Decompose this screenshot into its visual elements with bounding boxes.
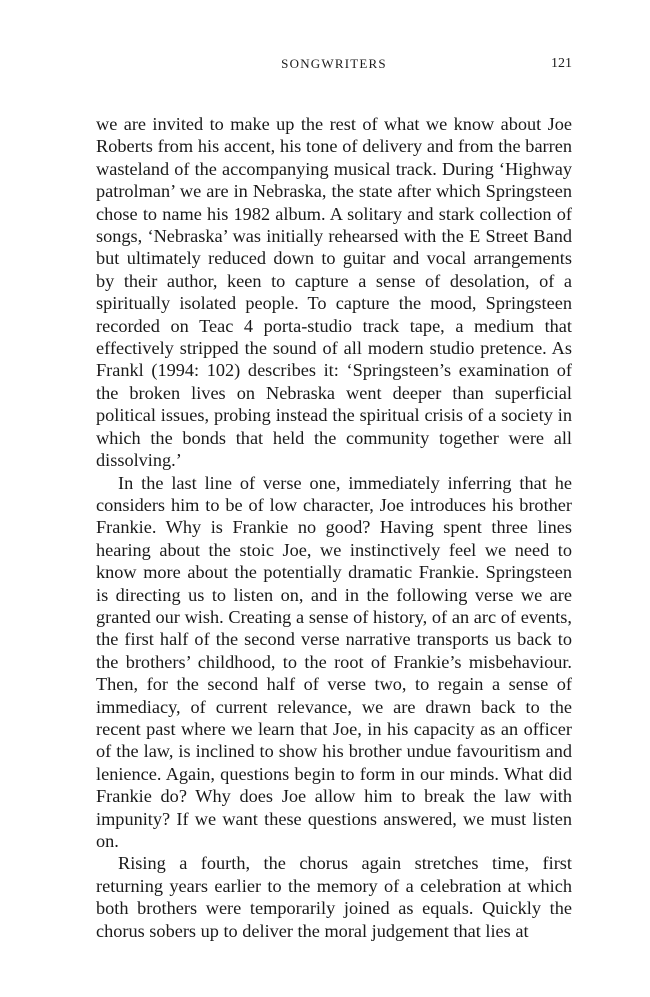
paragraph-2: In the last line of verse one, immediately inferring that he considers him to be of low character, Joe introduces his brother Frankie. Why is Frankie no good? Having spent three lines hearing about the stoic Joe, we instinctively feel we need to know more about the potentially dramatic Frankie. Springsteen is directing us to listen on, and in the following verse we are granted our wish. Creating a sense of history, of an arc of events, the first half of the second verse narrative transports us back to the brothers’ childhood, to the root of Frankie’s misbehaviour. Then, for the second half of verse two, to regain a sense of immediacy, of current relevance, we are drawn back to the recent past where we learn that Joe, in his capacity as an officer of the law, is inclined to show his brother undue favouritism and lenience. Again, questions begin to form in our minds. What did Frankie do? Why does Joe allow him to break the law with impunity? If we want these questions answered, we must listen on. bbox=[96, 472, 572, 851]
paragraph-1: we are invited to make up the rest of what we know about Joe Roberts from his accent, his tone of delivery and from the barren wasteland of the accompanying musical track. During ‘Highway patrolman’ we are in Nebraska, the state after which Springsteen chose to name his 1982 album. A solitary and stark collection of songs, ‘Nebraska’ was initially rehearsed with the E Street Band but ultimately reduced down to guitar and vocal arrangements by their author, keen to capture a sense of desolation, of a spiritually isolated people. To capture the mood, Springsteen recorded on Teac 4 porta-studio track tape, a medium that effectively stripped the sound of all modern studio pretence. As Frankl (1994: 102) describes it: ‘Springsteen’s examination of the broken lives on Nebraska went deeper than superficial political issues, probing instead the spiritual crisis of a society in which the bonds that held the community together were all dissolving.’ bbox=[96, 114, 572, 471]
paragraph-3: Rising a fourth, the chorus again stretches time, first returning years earlier to the memory of a celebration at which both brothers were temporarily joined as equals. Quickly the chorus sobers up to deliver the moral judgement that lies at bbox=[96, 853, 572, 941]
running-head-title: SONGWRITERS bbox=[281, 56, 387, 71]
body-text bbox=[96, 113, 572, 942]
page-number: 121 bbox=[551, 56, 572, 71]
book-page bbox=[96, 0, 572, 997]
running-head bbox=[96, 56, 572, 78]
